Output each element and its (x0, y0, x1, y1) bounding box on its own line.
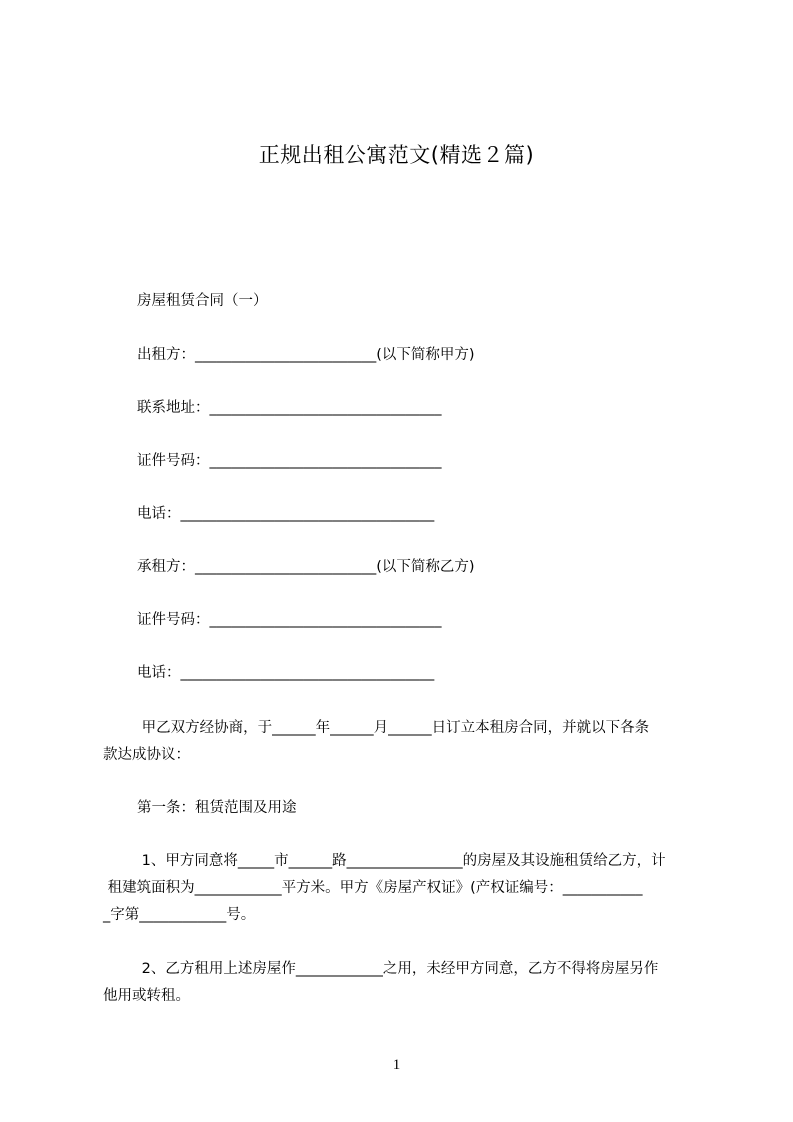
paragraph-line: 1、甲方同意将_____市______路________________的房屋及其设施租赁给乙方，计 (137, 853, 666, 869)
paragraph-line: 款达成协议： (103, 747, 190, 763)
page-number: 1 (392, 1057, 401, 1073)
paragraph-line: 租建筑面积为____________平方米。甲方《房屋产权证》(产权证编号：___________ (103, 880, 643, 896)
paragraph-line: 他用或转租。 (103, 988, 190, 1004)
lessor-id-field: 证件号码：________________________________ (137, 453, 442, 469)
lessee-id-field: 证件号码：________________________________ (137, 612, 442, 628)
lessor-address-field: 联系地址：________________________________ (137, 400, 442, 416)
lessee-phone-field: 电话：___________________________________ (137, 665, 435, 681)
lessor-phone-field: 电话：___________________________________ (137, 506, 435, 522)
paragraph-line: 2、乙方租用上述房屋作____________之用，未经甲方同意，乙方不得将房屋另作 (137, 961, 659, 977)
document-title: 正规出租公寓范文(精选２篇) (258, 143, 535, 167)
paragraph-line: 甲乙双方经协商，于______年______月______日订立本租房合同，并就以下各条 (137, 720, 650, 736)
paragraph-line: _字第____________号。 (103, 907, 256, 923)
lessee-field: 承租方：_________________________(以下简称乙方) (137, 559, 475, 575)
section-heading: 房屋租赁合同（一） (137, 293, 268, 309)
lessor-field: 出租方：_________________________(以下简称甲方) (137, 347, 475, 363)
article-heading: 第一条：租赁范围及用途 (137, 800, 297, 816)
